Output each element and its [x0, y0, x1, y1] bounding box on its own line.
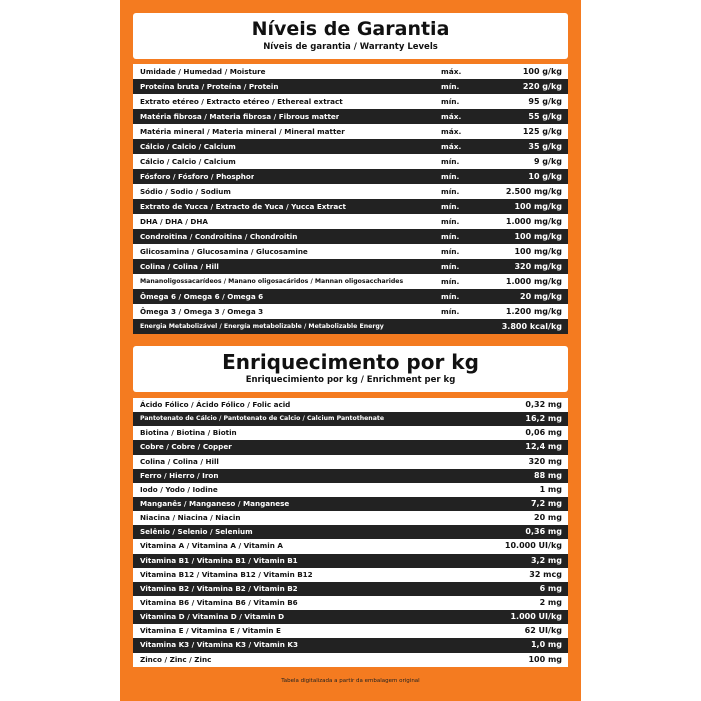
table-row	[133, 304, 568, 319]
nutrient-name: Ômega 3 / Omega 3 / Omega 3	[140, 307, 264, 316]
min-max-label: mín.	[441, 157, 460, 166]
nutrient-name: Matéria mineral / Materia mineral / Mineral matter	[140, 127, 345, 136]
nutrient-name: Vitamina E / Vitamina E / Vitamin E	[140, 626, 281, 636]
table-row	[133, 289, 568, 304]
nutrient-value: 1 mg	[539, 484, 562, 494]
nutrient-value: 100 mg/kg	[514, 202, 562, 211]
nutrient-value: 1.000 mg/kg	[505, 277, 562, 286]
nutrient-value: 320 mg/kg	[514, 262, 562, 271]
nutrient-value: 20 mg	[534, 513, 562, 523]
nutrient-value: 9 g/kg	[533, 157, 562, 166]
nutrient-name: Vitamina K3 / Vitamina K3 / Vitamin K3	[140, 640, 298, 650]
table-row	[133, 539, 568, 553]
min-max-label: mín.	[441, 97, 460, 106]
nutrient-name: Vitamina B12 / Vitamina B12 / Vitamin B12	[140, 569, 313, 579]
nutrient-value: 10.000 UI/kg	[504, 541, 562, 551]
table-row	[133, 244, 568, 259]
nutrient-name: Cálcio / Calcio / Calcium	[140, 157, 236, 166]
nutrient-value: 88 mg	[534, 470, 562, 480]
guarantee-table	[133, 64, 568, 334]
table-row	[133, 109, 568, 124]
min-max-label: máx.	[441, 67, 462, 76]
nutrient-name: Ômega 6 / Omega 6 / Omega 6	[140, 292, 264, 301]
guarantee-header	[133, 13, 568, 59]
min-max-label: mín.	[441, 172, 460, 181]
nutrient-name: Niacina / Niacina / Niacin	[140, 513, 241, 523]
min-max-label: mín.	[441, 187, 460, 196]
min-max-label: mín.	[441, 292, 460, 301]
nutrient-value: 100 mg/kg	[514, 232, 562, 241]
table-row	[133, 274, 568, 289]
nutrient-value: 95 g/kg	[528, 97, 562, 106]
table-row	[133, 582, 568, 596]
table-row	[133, 483, 568, 497]
nutrient-name: Umidade / Humedad / Moisture	[140, 67, 266, 76]
nutrient-name: Mananoligossacarídeos / Manano oligosacáridos / Mannan oligosaccharides	[140, 278, 404, 285]
nutrient-name: Proteína bruta / Proteína / Protein	[140, 82, 279, 91]
footnote: Tabela digitalizada a partir da embalagem original	[281, 678, 420, 684]
nutrient-value: 20 mg/kg	[520, 292, 562, 301]
guarantee-subtitle: Níveis de garantia / Warranty Levels	[263, 42, 438, 52]
table-row	[133, 525, 568, 539]
min-max-label: máx.	[441, 112, 462, 121]
nutrient-value: 55 g/kg	[528, 112, 562, 121]
nutrient-name: Colina / Colina / Hill	[140, 262, 219, 271]
nutrient-value: 12,4 mg	[525, 442, 562, 452]
table-row	[133, 638, 568, 652]
nutrient-name: DHA / DHA / DHA	[140, 217, 208, 226]
min-max-label: mín.	[441, 217, 460, 226]
nutrient-value: 220 g/kg	[522, 82, 562, 91]
nutrient-name: Extrato de Yucca / Extracto de Yuca / Yucca Extract	[140, 202, 346, 211]
min-max-label: mín.	[441, 247, 460, 256]
nutrient-value: 16,2 mg	[525, 414, 562, 424]
nutrient-value: 125 g/kg	[522, 127, 562, 136]
nutrient-name: Fósforo / Fósforo / Phosphor	[140, 172, 255, 181]
nutrient-name: Glicosamina / Glucosamina / Glucosamine	[140, 247, 308, 256]
table-row	[133, 653, 568, 667]
nutrient-name: Vitamina D / Vitamina D / Vitamin D	[140, 612, 285, 622]
table-row	[133, 79, 568, 94]
min-max-label: máx.	[441, 127, 462, 136]
table-row	[133, 199, 568, 214]
table-row	[133, 497, 568, 511]
nutrient-value: 1.000 UI/kg	[510, 612, 562, 622]
nutrient-value: 0,36 mg	[525, 527, 562, 537]
nutrient-name: Colina / Colina / Hill	[140, 456, 219, 466]
table-row	[133, 469, 568, 483]
table-row	[133, 214, 568, 229]
nutrient-value: 3.800 kcal/kg	[501, 322, 562, 331]
table-row	[133, 412, 568, 426]
nutrient-name: Manganês / Manganeso / Manganese	[140, 498, 290, 508]
table-row	[133, 154, 568, 169]
nutrient-name: Biotina / Biotina / Biotin	[140, 428, 237, 438]
table-row	[133, 259, 568, 274]
table-row	[133, 596, 568, 610]
nutrient-value: 10 g/kg	[528, 172, 562, 181]
min-max-label: máx.	[441, 142, 462, 151]
nutrient-name: Matéria fibrosa / Materia fibrosa / Fibrous matter	[140, 112, 340, 121]
nutrient-name: Vitamina B2 / Vitamina B2 / Vitamin B2	[140, 583, 298, 593]
nutrient-value: 1.200 mg/kg	[505, 307, 562, 316]
nutrient-name: Energia Metabolizável / Energía metabolizable / Metabolizable Energy	[140, 323, 384, 330]
nutrient-value: 2 mg	[539, 597, 562, 607]
table-row	[133, 610, 568, 624]
nutrient-name: Selênio / Selenio / Selenium	[140, 527, 253, 537]
nutrient-value: 7,2 mg	[530, 498, 562, 508]
nutrient-value: 0,06 mg	[525, 428, 562, 438]
nutrient-name: Iodo / Yodo / Iodine	[140, 484, 218, 494]
nutrient-name: Vitamina B6 / Vitamina B6 / Vitamin B6	[140, 597, 298, 607]
nutrient-value: 35 g/kg	[528, 142, 562, 151]
table-row	[133, 319, 568, 334]
table-row	[133, 169, 568, 184]
table-row	[133, 440, 568, 454]
table-row	[133, 184, 568, 199]
enrichment-subtitle: Enriquecimiento por kg / Enrichment per kg	[245, 375, 456, 385]
table-row	[133, 554, 568, 568]
min-max-label: mín.	[441, 277, 460, 286]
min-max-label: mín.	[441, 232, 460, 241]
nutrient-value: 2.500 mg/kg	[505, 187, 562, 196]
nutrient-name: Pantotenato de Cálcio / Pantotenato de Calcio / Calcium Pantothenate	[140, 415, 385, 423]
nutrient-name: Cobre / Cobre / Copper	[140, 442, 232, 452]
table-row	[133, 124, 568, 139]
nutrient-value: 1.000 mg/kg	[505, 217, 562, 226]
enrichment-header	[133, 346, 568, 392]
nutrient-name: Sódio / Sodio / Sodium	[140, 187, 231, 196]
nutrient-value: 3,2 mg	[530, 555, 562, 565]
nutrient-value: 320 mg	[528, 456, 562, 466]
table-row	[133, 426, 568, 440]
nutrient-value: 100 mg/kg	[514, 247, 562, 256]
nutrient-name: Ferro / Hierro / Iron	[140, 470, 219, 480]
table-row	[133, 511, 568, 525]
nutrient-value: 6 mg	[539, 583, 562, 593]
nutrient-value: 100 mg	[528, 654, 562, 664]
table-row	[133, 139, 568, 154]
nutrient-name: Cálcio / Calcio / Calcium	[140, 142, 236, 151]
nutrient-name: Vitamina B1 / Vitamina B1 / Vitamin B1	[140, 555, 298, 565]
enrichment-title: Enriquecimento por kg	[222, 350, 479, 374]
table-row	[133, 455, 568, 469]
nutrient-value: 100 g/kg	[522, 67, 562, 76]
nutrient-name: Zinco / Zinc / Zinc	[140, 654, 212, 664]
nutrient-value: 32 mcg	[529, 569, 562, 579]
nutrient-value: 1,0 mg	[530, 640, 562, 650]
min-max-label: mín.	[441, 202, 460, 211]
nutrient-value: 62 UI/kg	[524, 626, 562, 636]
table-row	[133, 94, 568, 109]
nutrient-name: Extrato etéreo / Extracto etéreo / Ethereal extract	[140, 97, 343, 106]
nutrient-name: Condroitina / Condroitina / Chondroitin	[140, 232, 298, 241]
min-max-label: mín.	[441, 82, 460, 91]
min-max-label: mín.	[441, 307, 460, 316]
table-row	[133, 64, 568, 79]
nutrient-value: 0,32 mg	[525, 400, 562, 409]
table-row	[133, 568, 568, 582]
enrichment-table	[133, 398, 568, 667]
nutrient-name: Vitamina A / Vitamina A / Vitamin A	[140, 541, 283, 551]
table-row	[133, 229, 568, 244]
guarantee-title: Níveis de Garantia	[251, 18, 450, 40]
nutrient-name: Ácido Fólico / Ácido Fólico / Folic acid	[140, 400, 291, 409]
min-max-label: mín.	[441, 262, 460, 271]
table-row	[133, 624, 568, 638]
table-row	[133, 398, 568, 412]
